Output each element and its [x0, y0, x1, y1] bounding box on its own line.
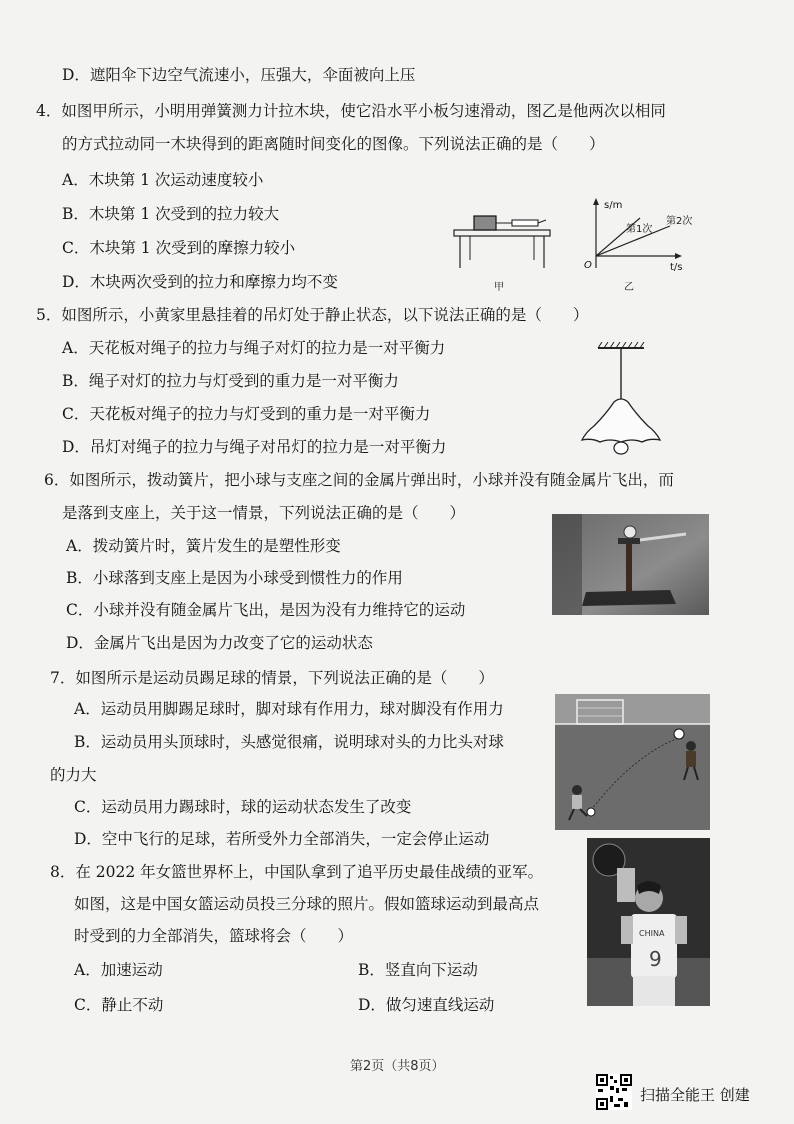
q4-option-c: C．木块第 1 次受到的摩擦力较小: [62, 239, 296, 257]
page-number: 第2页（共8页）: [350, 1059, 445, 1074]
q6-stem-line2: 是落到支座上，关于这一情景，下列说法正确的是（ ）: [62, 504, 466, 522]
q4-yi-y-axis-label: s/m: [604, 200, 623, 211]
q3-option-d: D．遮阳伞下边空气流速小，压强大，伞面被向上压: [62, 66, 416, 84]
q8-basketball-player-photo: [587, 838, 710, 1006]
q6-option-b: B．小球落到支座上是因为小球受到惯性力的作用: [66, 569, 403, 587]
q4-option-a: A．木块第 1 次运动速度较小: [62, 171, 264, 189]
q4-option-b: B．木块第 1 次受到的拉力较大: [62, 205, 280, 223]
q8-stem-line3: 时受到的力全部消失，篮球将会（ ）: [74, 927, 354, 945]
q7-soccer-photo: [555, 694, 710, 830]
q6-stem-line1: 6．如图所示，拨动簧片，把小球与支座之间的金属片弹出时，小球并没有随金属片飞出，而: [44, 471, 674, 489]
q7-option-c: C．运动员用力踢球时，球的运动状态发生了改变: [74, 798, 412, 816]
q6-option-c: C．小球并没有随金属片飞出，是因为没有力维持它的运动: [66, 601, 466, 619]
q7-option-b-line1: B．运动员用头顶球时，头感觉很痛，说明球对头的力比头对球: [74, 733, 504, 751]
q4-option-d: D．木块两次受到的拉力和摩擦力均不变: [62, 273, 338, 291]
q5-pendant-lamp-figure: [578, 342, 664, 456]
q8-option-d: D．做匀速直线运动: [358, 996, 495, 1014]
q5-option-a: A．天花板对绳子的拉力与绳子对灯的拉力是一对平衡力: [62, 339, 446, 357]
q5-option-c: C．天花板对绳子的拉力与灯受到的重力是一对平衡力: [62, 405, 431, 423]
q6-inertia-apparatus-photo: [552, 514, 709, 615]
q5-option-d: D．吊灯对绳子的拉力与绳子对吊灯的拉力是一对平衡力: [62, 438, 447, 456]
q4-stem-line2: 的方式拉动同一木块得到的距离随时间变化的图像。下列说法正确的是（ ）: [62, 135, 605, 153]
q8-option-c: C．静止不动: [74, 996, 164, 1014]
q8-jersey-number: 9: [649, 947, 662, 971]
q4-yi-line2-label: 第2次: [666, 216, 693, 227]
qr-code-icon: [596, 1074, 632, 1110]
q5-stem: 5．如图所示，小黄家里悬挂着的吊灯处于静止状态，以下说法正确的是（ ）: [36, 306, 589, 324]
q4-figure-jia: [446, 208, 556, 270]
q6-option-a: A．拨动簧片时，簧片发生的是塑性形变: [66, 537, 341, 555]
scanner-watermark: 扫描全能王 创建: [640, 1086, 750, 1104]
q5-option-b: B．绳子对灯的拉力与灯受到的重力是一对平衡力: [62, 372, 399, 390]
q6-option-d: D．金属片飞出是因为力改变了它的运动状态: [66, 634, 373, 652]
q4-yi-caption: 乙: [624, 282, 634, 293]
q4-figure-jia-label: 甲: [494, 282, 504, 293]
q7-option-a: A．运动员用脚踢足球时，脚对球有作用力，球对脚没有作用力: [74, 700, 504, 718]
q8-jersey-text: CHINA: [639, 929, 665, 938]
q4-yi-origin-label: O: [584, 260, 592, 271]
q4-yi-x-axis-label: t/s: [670, 262, 683, 273]
q7-option-b-line2: 的力大: [50, 766, 97, 784]
q4-stem-line1: 4．如图甲所示，小明用弹簧测力计拉木块，使它沿水平小板匀速滑动，图乙是他两次以相同: [36, 102, 666, 120]
q4-yi-line1-label: 第1次: [626, 224, 653, 235]
q8-option-b: B．竖直向下运动: [358, 961, 478, 979]
q8-stem-line1: 8．在 2022 年女篮世界杯上，中国队拿到了追平历史最佳战绩的亚军。: [50, 863, 544, 881]
q7-option-d: D．空中飞行的足球，若所受外力全部消失，一定会停止运动: [74, 830, 490, 848]
q7-stem: 7．如图所示是运动员踢足球的情景，下列说法正确的是（ ）: [50, 669, 494, 687]
q8-stem-line2: 如图，这是中国女篮运动员投三分球的照片。假如篮球运动到最高点: [74, 895, 540, 913]
q8-option-a: A．加速运动: [74, 961, 163, 979]
